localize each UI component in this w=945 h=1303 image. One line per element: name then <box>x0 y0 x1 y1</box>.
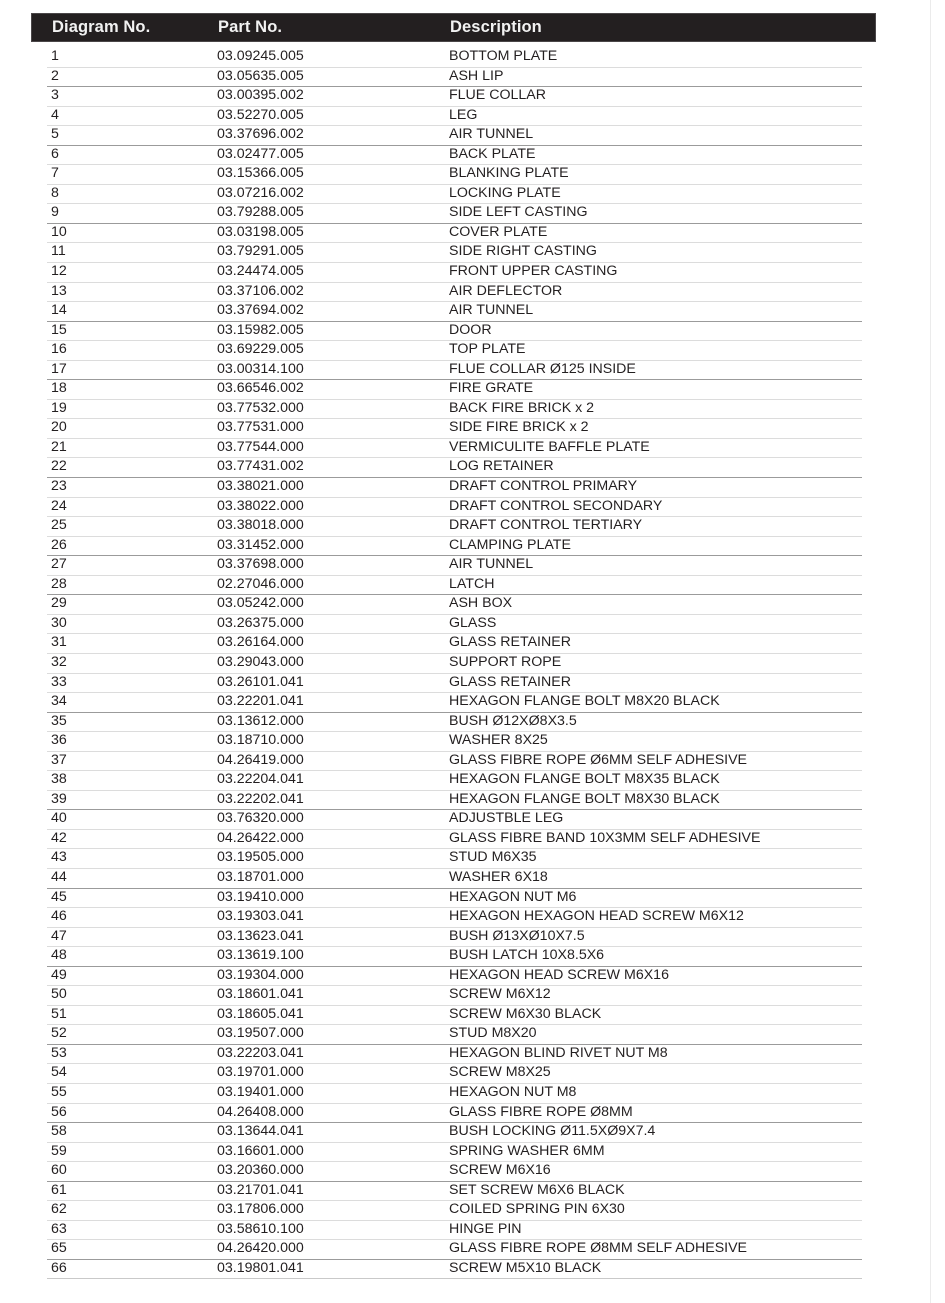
cell-diagram-no: 66 <box>51 1259 67 1276</box>
table-row <box>47 380 862 400</box>
cell-diagram-no: 61 <box>51 1181 67 1198</box>
cell-part-no: 03.18601.041 <box>217 986 304 1003</box>
cell-description: WASHER 8X25 <box>449 732 548 749</box>
table-row <box>47 341 862 361</box>
cell-description: HEXAGON HEAD SCREW M6X16 <box>449 966 669 983</box>
table-row <box>47 713 862 733</box>
cell-part-no: 03.38021.000 <box>217 478 304 495</box>
cell-diagram-no: 34 <box>51 693 67 710</box>
cell-part-no: 03.13612.000 <box>217 712 304 729</box>
cell-part-no: 03.15982.005 <box>217 321 304 338</box>
table-row <box>47 928 862 948</box>
cell-diagram-no: 4 <box>51 106 59 123</box>
table-row <box>47 458 862 478</box>
cell-part-no: 03.37698.000 <box>217 556 304 573</box>
table-row <box>47 400 862 420</box>
cell-description: HEXAGON FLANGE BOLT M8X30 BLACK <box>449 790 720 807</box>
table-row <box>47 204 862 224</box>
cell-diagram-no: 47 <box>51 927 67 944</box>
cell-description: GLASS FIBRE ROPE Ø8MM <box>449 1103 633 1120</box>
cell-description: BLANKING PLATE <box>449 165 569 182</box>
cell-description: ASH LIP <box>449 67 504 84</box>
table-row <box>47 68 862 88</box>
cell-part-no: 03.15366.005 <box>217 165 304 182</box>
cell-description: SCREW M6X12 <box>449 986 551 1003</box>
cell-description: GLASS FIBRE ROPE Ø6MM SELF ADHESIVE <box>449 751 748 768</box>
cell-part-no: 03.13619.100 <box>217 947 304 964</box>
table-row <box>47 830 862 850</box>
table-row <box>47 752 862 772</box>
cell-diagram-no: 58 <box>51 1123 67 1140</box>
cell-part-no: 03.77532.000 <box>217 399 304 416</box>
cell-part-no: 03.26164.000 <box>217 634 304 651</box>
cell-part-no: 03.26375.000 <box>217 614 304 631</box>
cell-diagram-no: 21 <box>51 438 67 455</box>
cell-part-no: 03.22202.041 <box>217 790 304 807</box>
cell-diagram-no: 6 <box>51 145 59 162</box>
table-row <box>47 967 862 987</box>
cell-diagram-no: 62 <box>51 1201 67 1218</box>
table-row <box>47 986 862 1006</box>
cell-diagram-no: 27 <box>51 556 67 573</box>
cell-diagram-no: 26 <box>51 536 67 553</box>
cell-description: SCREW M6X16 <box>449 1162 551 1179</box>
cell-diagram-no: 40 <box>51 810 67 827</box>
table-row <box>47 1201 862 1221</box>
cell-diagram-no: 49 <box>51 966 67 983</box>
table-row <box>47 1240 862 1260</box>
cell-description: LATCH <box>449 575 495 592</box>
table-row <box>47 283 862 303</box>
table-row <box>47 243 862 263</box>
cell-diagram-no: 24 <box>51 497 67 514</box>
cell-part-no: 03.19505.000 <box>217 849 304 866</box>
cell-part-no: 04.26422.000 <box>217 829 304 846</box>
table-row <box>47 1123 862 1143</box>
table-row <box>47 1045 862 1065</box>
table-row <box>47 947 862 967</box>
cell-diagram-no: 29 <box>51 595 67 612</box>
cell-diagram-no: 19 <box>51 399 67 416</box>
table-row <box>47 595 862 615</box>
cell-part-no: 03.26101.041 <box>217 673 304 690</box>
cell-part-no: 03.37696.002 <box>217 126 304 143</box>
cell-description: ADJUSTBLE LEG <box>449 810 564 827</box>
cell-description: BUSH LATCH 10X8.5X6 <box>449 947 605 964</box>
cell-diagram-no: 45 <box>51 888 67 905</box>
column-header-part-no: Part No. <box>218 18 283 36</box>
cell-part-no: 03.22201.041 <box>217 693 304 710</box>
table-row <box>47 1104 862 1124</box>
cell-part-no: 03.09245.005 <box>217 48 304 64</box>
cell-part-no: 03.77544.000 <box>217 438 304 455</box>
cell-diagram-no: 22 <box>51 458 67 475</box>
cell-diagram-no: 48 <box>51 947 67 964</box>
cell-part-no: 03.00314.100 <box>217 360 304 377</box>
table-body <box>47 48 862 1279</box>
cell-description: FLUE COLLAR <box>449 87 546 104</box>
cell-diagram-no: 7 <box>51 165 59 182</box>
cell-description: DOOR <box>449 321 492 338</box>
cell-diagram-no: 32 <box>51 653 67 670</box>
cell-description: TOP PLATE <box>449 341 526 358</box>
cell-part-no: 03.58610.100 <box>217 1220 304 1237</box>
cell-part-no: 03.19410.000 <box>217 888 304 905</box>
column-header-description: Description <box>450 18 542 36</box>
parts-list-table <box>31 13 876 1279</box>
cell-description: LEG <box>449 106 478 123</box>
cell-description: AIR TUNNEL <box>449 126 534 143</box>
cell-diagram-no: 9 <box>51 204 59 221</box>
table-row <box>47 654 862 674</box>
cell-description: FIRE GRATE <box>449 380 534 397</box>
cell-diagram-no: 50 <box>51 986 67 1003</box>
cell-part-no: 03.22203.041 <box>217 1044 304 1061</box>
table-row <box>47 517 862 537</box>
table-row <box>47 537 862 557</box>
table-row <box>47 1064 862 1084</box>
cell-description: HEXAGON FLANGE BOLT M8X20 BLACK <box>449 693 720 710</box>
cell-description: SPRING WASHER 6MM <box>449 1142 605 1159</box>
cell-description: SCREW M5X10 BLACK <box>449 1259 602 1276</box>
cell-part-no: 03.69229.005 <box>217 341 304 358</box>
cell-part-no: 03.77531.000 <box>217 419 304 436</box>
cell-description: SIDE LEFT CASTING <box>449 204 588 221</box>
cell-description: DRAFT CONTROL SECONDARY <box>449 497 663 514</box>
cell-diagram-no: 18 <box>51 380 67 397</box>
cell-part-no: 03.19701.000 <box>217 1064 304 1081</box>
cell-diagram-no: 39 <box>51 790 67 807</box>
cell-diagram-no: 54 <box>51 1064 67 1081</box>
cell-description: STUD M6X35 <box>449 849 537 866</box>
cell-part-no: 03.79288.005 <box>217 204 304 221</box>
cell-description: LOG RETAINER <box>449 458 554 475</box>
cell-diagram-no: 43 <box>51 849 67 866</box>
cell-description: BUSH LOCKING Ø11.5XØ9X7.4 <box>449 1123 656 1140</box>
cell-diagram-no: 65 <box>51 1240 67 1257</box>
table-row <box>47 126 862 146</box>
cell-diagram-no: 10 <box>51 223 67 240</box>
cell-diagram-no: 59 <box>51 1142 67 1159</box>
cell-part-no: 03.37106.002 <box>217 282 304 299</box>
cell-part-no: 03.19304.000 <box>217 966 304 983</box>
cell-description: AIR DEFLECTOR <box>449 282 563 299</box>
cell-diagram-no: 52 <box>51 1025 67 1042</box>
cell-description: SCREW M6X30 BLACK <box>449 1005 602 1022</box>
table-row <box>47 908 862 928</box>
cell-description: GLASS <box>449 614 497 631</box>
table-row <box>47 87 862 107</box>
cell-part-no: 03.19401.000 <box>217 1083 304 1100</box>
cell-part-no: 03.17806.000 <box>217 1201 304 1218</box>
cell-part-no: 03.77431.002 <box>217 458 304 475</box>
cell-diagram-no: 28 <box>51 575 67 592</box>
cell-description: BUSH Ø13XØ10X7.5 <box>449 927 585 944</box>
cell-diagram-no: 31 <box>51 634 67 651</box>
cell-part-no: 03.16601.000 <box>217 1142 304 1159</box>
cell-part-no: 02.27046.000 <box>217 575 304 592</box>
cell-diagram-no: 1 <box>51 48 59 64</box>
cell-diagram-no: 20 <box>51 419 67 436</box>
table-row <box>47 1182 862 1202</box>
table-row <box>47 439 862 459</box>
table-row <box>47 185 862 205</box>
cell-description: COVER PLATE <box>449 223 548 240</box>
table-header-row <box>31 13 876 42</box>
table-row <box>47 674 862 694</box>
cell-part-no: 03.13623.041 <box>217 927 304 944</box>
table-row <box>47 849 862 869</box>
cell-diagram-no: 35 <box>51 712 67 729</box>
table-row <box>47 1162 862 1182</box>
cell-part-no: 03.19303.041 <box>217 908 304 925</box>
cell-part-no: 03.05242.000 <box>217 595 304 612</box>
cell-description: GLASS FIBRE ROPE Ø8MM SELF ADHESIVE <box>449 1240 748 1257</box>
table-row <box>47 634 862 654</box>
cell-diagram-no: 11 <box>51 243 66 260</box>
table-row <box>47 48 862 68</box>
cell-diagram-no: 60 <box>51 1162 67 1179</box>
cell-diagram-no: 16 <box>51 341 67 358</box>
table-row <box>47 1084 862 1104</box>
cell-description: STUD M8X20 <box>449 1025 537 1042</box>
cell-part-no: 03.05635.005 <box>217 67 304 84</box>
cell-diagram-no: 42 <box>51 829 67 846</box>
cell-diagram-no: 55 <box>51 1083 67 1100</box>
cell-diagram-no: 12 <box>51 263 67 280</box>
cell-diagram-no: 15 <box>51 321 67 338</box>
cell-part-no: 03.20360.000 <box>217 1162 304 1179</box>
cell-part-no: 03.76320.000 <box>217 810 304 827</box>
cell-description: SIDE FIRE BRICK x 2 <box>449 419 589 436</box>
cell-part-no: 04.26408.000 <box>217 1103 304 1120</box>
cell-diagram-no: 36 <box>51 732 67 749</box>
table-row <box>47 224 862 244</box>
cell-part-no: 03.38022.000 <box>217 497 304 514</box>
table-row <box>47 165 862 185</box>
cell-description: AIR TUNNEL <box>449 556 534 573</box>
table-row <box>47 889 862 909</box>
cell-description: WASHER 6X18 <box>449 868 548 885</box>
cell-part-no: 03.19801.041 <box>217 1259 304 1276</box>
cell-diagram-no: 38 <box>51 771 67 788</box>
cell-description: VERMICULITE BAFFLE PLATE <box>449 438 650 455</box>
table-row <box>47 263 862 283</box>
cell-diagram-no: 23 <box>51 478 67 495</box>
cell-part-no: 03.00395.002 <box>217 87 304 104</box>
cell-description: FRONT UPPER CASTING <box>449 263 618 280</box>
cell-description: SIDE RIGHT CASTING <box>449 243 597 260</box>
table-row <box>47 478 862 498</box>
table-row <box>47 322 862 342</box>
cell-part-no: 03.79291.005 <box>217 243 304 260</box>
cell-description: HEXAGON HEXAGON HEAD SCREW M6X12 <box>449 908 744 925</box>
cell-diagram-no: 17 <box>51 360 67 377</box>
cell-description: GLASS RETAINER <box>449 634 571 651</box>
table-row <box>47 498 862 518</box>
table-row <box>47 791 862 811</box>
table-row <box>47 1006 862 1026</box>
cell-description: BOTTOM PLATE <box>449 48 558 64</box>
cell-description: DRAFT CONTROL PRIMARY <box>449 478 638 495</box>
cell-description: SCREW M8X25 <box>449 1064 551 1081</box>
cell-diagram-no: 53 <box>51 1044 67 1061</box>
cell-diagram-no: 44 <box>51 868 67 885</box>
cell-description: GLASS FIBRE BAND 10X3MM SELF ADHESIVE <box>449 829 761 846</box>
table-row <box>47 771 862 791</box>
cell-part-no: 03.13644.041 <box>217 1123 304 1140</box>
cell-description: HEXAGON BLIND RIVET NUT M8 <box>449 1044 668 1061</box>
table-row <box>47 107 862 127</box>
page-edge-rule <box>930 0 931 1303</box>
cell-description: BACK FIRE BRICK x 2 <box>449 399 595 416</box>
table-row <box>47 869 862 889</box>
table-row <box>47 810 862 830</box>
cell-diagram-no: 8 <box>51 184 59 201</box>
table-row <box>47 1143 862 1163</box>
cell-part-no: 04.26420.000 <box>217 1240 304 1257</box>
table-row <box>47 419 862 439</box>
cell-description: CLAMPING PLATE <box>449 536 571 553</box>
cell-description: LOCKING PLATE <box>449 184 561 201</box>
cell-description: COILED SPRING PIN 6X30 <box>449 1201 625 1218</box>
table-row <box>47 146 862 166</box>
table-row <box>47 1221 862 1241</box>
table-row <box>47 576 862 596</box>
cell-description: FLUE COLLAR Ø125 INSIDE <box>449 360 636 377</box>
cell-diagram-no: 56 <box>51 1103 67 1120</box>
cell-description: BUSH Ø12XØ8X3.5 <box>449 712 577 729</box>
cell-description: ASH BOX <box>449 595 513 612</box>
column-header-diagram-no: Diagram No. <box>52 18 151 36</box>
table-row <box>47 615 862 635</box>
cell-part-no: 03.29043.000 <box>217 653 304 670</box>
cell-part-no: 03.18710.000 <box>217 732 304 749</box>
cell-diagram-no: 2 <box>51 67 59 84</box>
cell-part-no: 03.21701.041 <box>217 1181 304 1198</box>
cell-part-no: 03.52270.005 <box>217 106 304 123</box>
cell-diagram-no: 63 <box>51 1220 67 1237</box>
cell-description: SUPPORT ROPE <box>449 653 562 670</box>
cell-part-no: 03.66546.002 <box>217 380 304 397</box>
cell-description: SET SCREW M6X6 BLACK <box>449 1181 625 1198</box>
cell-diagram-no: 51 <box>51 1005 67 1022</box>
cell-part-no: 03.37694.002 <box>217 302 304 319</box>
cell-description: GLASS RETAINER <box>449 673 571 690</box>
table-row <box>47 1025 862 1045</box>
cell-description: HINGE PIN <box>449 1220 522 1237</box>
cell-diagram-no: 14 <box>51 302 67 319</box>
table-row <box>47 693 862 713</box>
table-row <box>47 361 862 381</box>
cell-description: HEXAGON FLANGE BOLT M8X35 BLACK <box>449 771 720 788</box>
cell-diagram-no: 3 <box>51 87 59 104</box>
cell-part-no: 03.02477.005 <box>217 145 304 162</box>
table-row <box>47 556 862 576</box>
cell-diagram-no: 25 <box>51 517 67 534</box>
cell-description: HEXAGON NUT M8 <box>449 1083 577 1100</box>
cell-description: BACK PLATE <box>449 145 536 162</box>
cell-part-no: 03.24474.005 <box>217 263 304 280</box>
cell-diagram-no: 5 <box>51 126 59 143</box>
cell-part-no: 03.18701.000 <box>217 868 304 885</box>
cell-description: DRAFT CONTROL TERTIARY <box>449 517 643 534</box>
cell-part-no: 03.19507.000 <box>217 1025 304 1042</box>
table-row <box>47 732 862 752</box>
cell-part-no: 03.38018.000 <box>217 517 304 534</box>
table-row <box>47 1260 862 1280</box>
cell-part-no: 03.07216.002 <box>217 184 304 201</box>
cell-part-no: 03.31452.000 <box>217 536 304 553</box>
cell-part-no: 04.26419.000 <box>217 751 304 768</box>
cell-diagram-no: 33 <box>51 673 67 690</box>
cell-part-no: 03.22204.041 <box>217 771 304 788</box>
cell-part-no: 03.03198.005 <box>217 223 304 240</box>
cell-description: HEXAGON NUT M6 <box>449 888 577 905</box>
cell-diagram-no: 46 <box>51 908 67 925</box>
cell-diagram-no: 37 <box>51 751 67 768</box>
cell-part-no: 03.18605.041 <box>217 1005 304 1022</box>
cell-diagram-no: 30 <box>51 614 67 631</box>
cell-diagram-no: 13 <box>51 282 67 299</box>
table-row <box>47 302 862 322</box>
cell-description: AIR TUNNEL <box>449 302 534 319</box>
